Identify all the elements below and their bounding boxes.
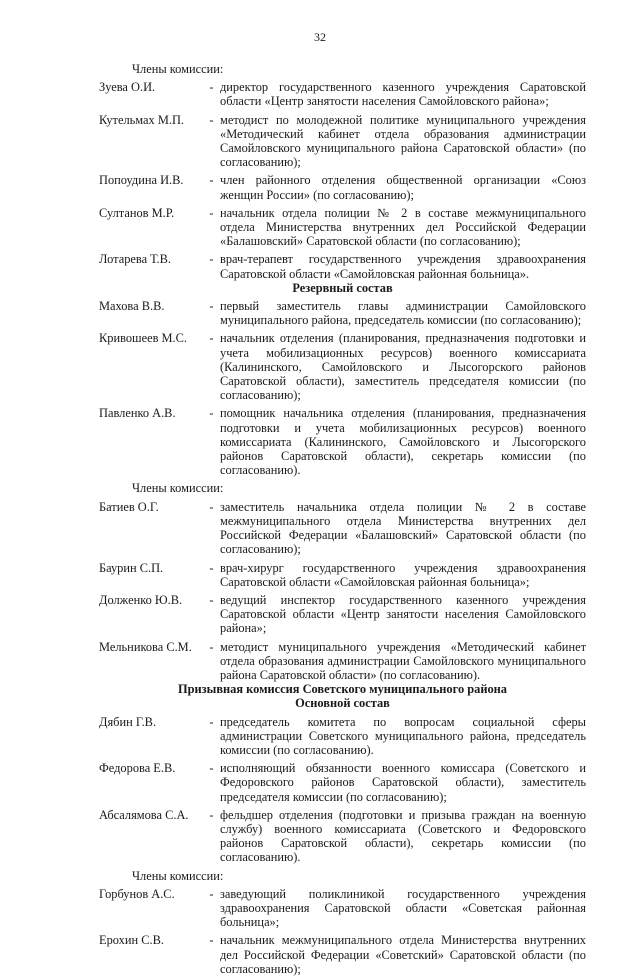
entry-dash: - <box>209 714 214 729</box>
member-role: член районного отделения общественной организации «Союз женщин России» (по согласованию); <box>220 173 586 202</box>
member-entry <box>99 593 586 636</box>
member-role: врач-терапевт государственного учреждения здравоохранения Саратовской области «Самойловская районная больница». <box>220 252 586 281</box>
member-role: методист по молодежной политике муниципального учреждения «Методический кабинет отдела образования администрации Самойловского муниципального района Саратовской области» (по согласованию); <box>220 112 586 170</box>
member-role: первый заместитель главы администрации Самойловского муниципального района, председатель комиссии (по согласованию); <box>220 299 586 328</box>
section-heading: Призывная комиссия Советского муниципального района <box>178 682 507 697</box>
entry-dash: - <box>209 886 214 901</box>
entry-dash: - <box>209 112 214 127</box>
member-role: методист муниципального учреждения «Методический кабинет отдела образования администрации Самойловского муниципального района Саратовской области» (по согласованию). <box>220 639 586 682</box>
member-role: ведущий инспектор государственного казенного учреждения Саратовской области «Центр занятости населения Самойловского района»; <box>220 592 586 636</box>
member-role: начальник отдела полиции № 2 в составе межмуниципального отдела Министерства внутренних дел Российской Федерации «Балашовский» Саратовской области (по согласованию); <box>220 205 586 249</box>
member-name: Мельникова С.М. <box>99 639 192 654</box>
page-number: 32 <box>314 30 326 44</box>
member-name: Горбунов А.С. <box>99 886 175 901</box>
entry-dash: - <box>209 205 214 220</box>
members-label: Члены комиссии: <box>132 62 224 76</box>
member-role: фельдшер отделения (подготовки и призыва граждан на военную службу) военного комиссариата (Советского и Федоровского районов Саратовской области), секретарь комиссии (по согласованию). <box>220 807 586 865</box>
entry-dash: - <box>209 761 214 776</box>
entry-dash: - <box>209 331 214 346</box>
member-entry <box>99 331 586 402</box>
member-name: Долженко Ю.В. <box>99 592 183 607</box>
entry-dash: - <box>209 80 214 95</box>
member-role: заместитель начальника отдела полиции № 2 в составе межмуниципального отдела Министерства внутренних дел Российской Федерации «Балашовский» Саратовской области (по согласованию); <box>220 499 586 557</box>
member-name: Махова В.В. <box>99 299 165 314</box>
member-entry <box>99 113 586 170</box>
entry-dash: - <box>209 173 214 188</box>
member-name: Абсалямова С.А. <box>99 807 189 822</box>
member-entry <box>99 933 586 976</box>
member-role: заведующий поликлиникой государственного учреждения здравоохранения Саратовской области «Советская районная больница»; <box>220 886 586 930</box>
document-body <box>99 58 586 976</box>
member-name: Кривошеев М.С. <box>99 331 188 346</box>
member-role: директор государственного казенного учреждения Саратовской области «Центр занятости населения Самойловского района»; <box>220 80 586 109</box>
member-name: Кутельмах М.П. <box>99 112 184 127</box>
member-role: председатель комитета по вопросам социальной сферы администрации Советского муниципального района, председатель комиссии (по согласованию). <box>220 714 586 757</box>
section-heading: Основной состав <box>295 696 390 711</box>
entry-dash: - <box>209 299 214 314</box>
member-role: исполняющий обязанности военного комиссара (Советского и Федоровского районов Саратовской области), заместитель председателя комиссии (по согласованию); <box>220 761 586 804</box>
entry-dash: - <box>209 639 214 654</box>
entry-dash: - <box>209 499 214 514</box>
members-label: Члены комиссии: <box>132 481 224 496</box>
member-entry <box>99 640 586 683</box>
member-name: Павленко А.В. <box>99 406 176 421</box>
member-entry <box>99 173 586 201</box>
member-entry <box>99 206 586 249</box>
members-label: Члены комиссии: <box>132 868 224 883</box>
member-entry <box>99 500 586 557</box>
member-entry <box>99 80 586 108</box>
entry-dash: - <box>209 592 214 607</box>
member-entry <box>99 561 586 589</box>
section-heading: Резервный состав <box>292 280 393 295</box>
member-entry <box>99 761 586 804</box>
member-entry <box>99 299 586 327</box>
member-entry <box>99 406 586 477</box>
member-name: Дябин Г.В. <box>99 714 157 729</box>
member-name: Попоудина И.В. <box>99 173 184 188</box>
entry-dash: - <box>209 933 214 948</box>
member-name: Ерохин С.В. <box>99 933 164 948</box>
member-name: Султанов М.Р. <box>99 205 175 220</box>
entry-dash: - <box>209 406 214 421</box>
member-entry <box>99 808 586 865</box>
member-role: начальник межмуниципального отдела Министерства внутренних дел Российской Федерации «Советский» Саратовской области (по согласованию); <box>220 933 586 976</box>
member-name: Баурин С.П. <box>99 560 164 575</box>
member-role: врач-хирург государственного учреждения здравоохранения Саратовской области «Самойловская районная больница»; <box>220 560 586 589</box>
entry-dash: - <box>209 560 214 575</box>
entry-dash: - <box>209 807 214 822</box>
member-name: Зуева О.И. <box>99 80 156 95</box>
member-name: Лотарева Т.В. <box>99 252 171 267</box>
entry-dash: - <box>209 252 214 267</box>
member-entry <box>99 887 586 930</box>
member-name: Батиев О.Г. <box>99 499 159 514</box>
member-entry <box>99 715 586 758</box>
member-role: помощник начальника отделения (планирования, предназначения подготовки и учета мобилизационных ресурсов) военного комиссариата (Калининского, Самойловского и Лысогорского районов Саратовской области), секретарь комиссии (по согласованию). <box>220 406 586 478</box>
member-role: начальник отделения (планирования, предназначения подготовки и учета мобилизационных ресурсов) военного комиссариата (Калининского, Самойловского и Лысогорского районов Саратовской области), заместитель председателя комиссии (по согласованию); <box>220 331 586 403</box>
member-name: Федорова Е.В. <box>99 761 176 776</box>
member-entry <box>99 252 586 280</box>
